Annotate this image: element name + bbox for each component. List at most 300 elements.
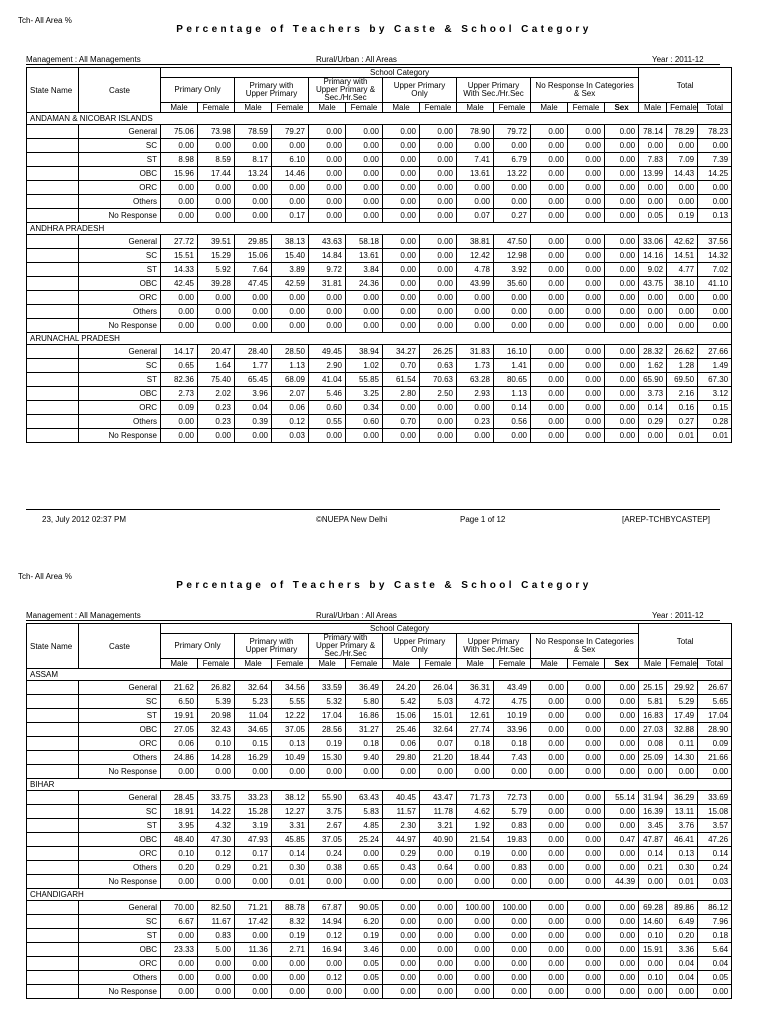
value-cell: 15.08 [698,805,732,819]
value-cell: 71.21 [235,901,272,915]
value-cell: 0.08 [639,737,667,751]
value-cell: 100.00 [494,901,531,915]
value-cell: 4.32 [198,819,235,833]
value-cell: 58.18 [346,235,383,249]
value-cell: 0.00 [457,985,494,999]
value-cell: 0.00 [568,929,605,943]
value-cell: 6.67 [161,915,198,929]
value-cell: 0.00 [420,153,457,167]
value-cell: 0.00 [309,957,346,971]
management-filter: Management : All Managements [26,55,141,64]
value-cell: 0.00 [568,805,605,819]
state-cell [27,373,79,387]
value-cell: 0.00 [531,901,568,915]
value-cell: 35.60 [494,277,531,291]
value-cell: 18.91 [161,805,198,819]
value-cell: 47.87 [639,833,667,847]
value-cell: 14.25 [698,167,732,181]
value-cell: 7.83 [639,153,667,167]
value-cell: 0.00 [605,305,639,319]
value-cell: 39.51 [198,235,235,249]
value-cell: 12.22 [272,709,309,723]
value-cell: 0.00 [457,195,494,209]
value-cell: 0.00 [494,847,531,861]
female-header: Female [667,659,698,669]
value-cell: 0.00 [383,901,420,915]
state-cell [27,819,79,833]
value-cell: 0.00 [420,985,457,999]
value-cell: 0.00 [272,139,309,153]
value-cell: 70.00 [161,901,198,915]
value-cell: 0.00 [667,195,698,209]
value-cell: 41.04 [309,373,346,387]
state-row [27,669,732,681]
value-cell: 0.09 [161,401,198,415]
value-cell: 47.93 [235,833,272,847]
value-cell: 0.00 [420,901,457,915]
value-cell: 49.45 [309,345,346,359]
value-cell: 0.17 [235,847,272,861]
value-cell: 0.14 [698,847,732,861]
value-cell: 0.00 [161,929,198,943]
value-cell: 15.40 [272,249,309,263]
value-cell: 5.03 [420,695,457,709]
male-header: Male [383,659,420,669]
state-cell [27,291,79,305]
value-cell: 0.00 [568,943,605,957]
male-header: Male [531,103,568,113]
value-cell: 0.00 [457,291,494,305]
value-cell: 1.92 [457,819,494,833]
caste-label: ST [79,929,161,943]
value-cell: 0.00 [198,195,235,209]
table-row [27,681,732,695]
value-cell: 0.00 [494,929,531,943]
value-cell: 0.55 [309,415,346,429]
value-cell: 0.00 [383,125,420,139]
value-cell: 0.18 [698,929,732,943]
state-row [27,333,732,345]
caste-label: No Response [79,319,161,333]
value-cell: 0.00 [383,429,420,443]
value-cell: 0.00 [568,415,605,429]
value-cell: 0.01 [698,429,732,443]
caste-label: No Response [79,209,161,223]
value-cell: 0.00 [639,139,667,153]
value-cell: 0.00 [531,429,568,443]
value-cell: 0.00 [383,943,420,957]
value-cell: 0.00 [309,195,346,209]
value-cell: 0.70 [383,359,420,373]
state-cell [27,929,79,943]
value-cell: 10.49 [272,751,309,765]
value-cell: 0.00 [494,139,531,153]
caste-label: OBC [79,387,161,401]
value-cell: 3.75 [309,805,346,819]
value-cell: 0.00 [568,791,605,805]
value-cell: 0.00 [383,929,420,943]
value-cell: 0.00 [346,181,383,195]
value-cell: 0.00 [420,319,457,333]
value-cell: 25.09 [639,751,667,765]
female-header: Female [272,659,309,669]
value-cell: 0.00 [161,985,198,999]
value-cell: 0.00 [198,875,235,889]
value-cell: 0.00 [639,195,667,209]
caste-label: Others [79,305,161,319]
value-cell: 3.96 [235,387,272,401]
value-cell: 0.00 [494,305,531,319]
value-cell: 75.40 [198,373,235,387]
value-cell: 33.75 [198,791,235,805]
value-cell: 73.98 [198,125,235,139]
value-cell: 6.79 [494,153,531,167]
header-row [27,68,732,78]
value-cell: 5.65 [698,695,732,709]
state-header: State Name [27,68,79,113]
value-cell: 3.76 [667,819,698,833]
value-cell: 0.00 [568,125,605,139]
value-cell: 11.36 [235,943,272,957]
value-cell: 0.00 [568,345,605,359]
value-cell: 0.00 [420,943,457,957]
value-cell: 0.00 [457,861,494,875]
value-cell: 0.19 [346,929,383,943]
value-cell: 0.00 [531,249,568,263]
table-row [27,167,732,181]
value-cell: 0.10 [639,971,667,985]
value-cell: 0.00 [568,709,605,723]
table-row [27,373,732,387]
value-cell: 0.00 [383,139,420,153]
state-name: CHANDIGARH [27,889,732,901]
value-cell: 44.39 [605,875,639,889]
value-cell: 16.39 [639,805,667,819]
value-cell: 0.00 [346,875,383,889]
category-header: Primary Only [161,634,235,659]
value-cell: 28.56 [309,723,346,737]
value-cell: 0.00 [161,875,198,889]
value-cell: 14.60 [639,915,667,929]
value-cell: 0.00 [568,319,605,333]
value-cell: 3.73 [639,387,667,401]
value-cell: 2.93 [457,387,494,401]
female-header: Female [420,103,457,113]
school-category-header: School Category [161,624,639,634]
value-cell: 0.15 [698,401,732,415]
state-name: BIHAR [27,779,732,791]
value-cell: 37.05 [309,833,346,847]
value-cell: 67.87 [309,901,346,915]
state-name: ANDAMAN & NICOBAR ISLANDS [27,113,732,125]
header-row [27,624,732,634]
male-header: Male [639,659,667,669]
caste-label: No Response [79,765,161,779]
value-cell: 0.00 [309,305,346,319]
value-cell: 47.50 [494,235,531,249]
total-group-header: Total [639,624,732,659]
value-cell: 27.74 [457,723,494,737]
value-cell: 0.24 [698,861,732,875]
value-cell: 5.42 [383,695,420,709]
value-cell: 0.00 [531,373,568,387]
value-cell: 0.00 [639,429,667,443]
table-row [27,291,732,305]
male-header: Male [235,103,272,113]
state-row [27,113,732,125]
state-cell [27,875,79,889]
state-cell [27,737,79,751]
value-cell: 0.00 [309,139,346,153]
value-cell: 0.00 [605,805,639,819]
value-cell: 2.07 [272,387,309,401]
value-cell: 11.57 [383,805,420,819]
male-header: Male [639,103,667,113]
female-header: Female [494,103,531,113]
footer-page: Page 1 of 12 [460,515,506,524]
value-cell: 14.22 [198,805,235,819]
value-cell: 0.00 [667,319,698,333]
value-cell: 0.00 [383,181,420,195]
value-cell: 69.28 [639,901,667,915]
value-cell: 0.00 [605,957,639,971]
value-cell: 78.29 [667,125,698,139]
value-cell: 0.00 [383,277,420,291]
value-cell: 13.24 [235,167,272,181]
value-cell: 0.00 [605,235,639,249]
category-header: Primary with Upper Primary [235,634,309,659]
value-cell: 0.00 [383,235,420,249]
value-cell: 0.20 [161,861,198,875]
state-cell [27,971,79,985]
value-cell: 33.06 [639,235,667,249]
category-header: No Response In Categories & Sex [531,78,639,103]
value-cell: 0.83 [198,929,235,943]
value-cell: 0.34 [346,401,383,415]
value-cell: 89.86 [667,901,698,915]
state-cell [27,957,79,971]
value-cell: 11.67 [198,915,235,929]
value-cell: 0.00 [272,957,309,971]
state-cell [27,359,79,373]
value-cell: 14.46 [272,167,309,181]
table-row [27,305,732,319]
value-cell: 0.00 [272,291,309,305]
state-cell [27,985,79,999]
value-cell: 0.18 [346,737,383,751]
value-cell: 14.16 [639,249,667,263]
value-cell: 0.23 [457,415,494,429]
value-cell: 16.10 [494,345,531,359]
value-cell: 0.00 [420,915,457,929]
value-cell: 0.23 [198,401,235,415]
value-cell: 0.00 [420,401,457,415]
value-cell: 16.94 [309,943,346,957]
area-filter: Rural/Urban : All Areas [316,55,397,64]
value-cell: 21.54 [457,833,494,847]
value-cell: 0.00 [605,901,639,915]
value-cell: 55.85 [346,373,383,387]
value-cell: 0.00 [235,971,272,985]
value-cell: 0.00 [457,957,494,971]
value-cell: 13.61 [346,249,383,263]
value-cell: 26.67 [698,681,732,695]
caste-label: Others [79,751,161,765]
value-cell: 0.00 [531,805,568,819]
value-cell: 0.00 [568,153,605,167]
value-cell: 0.00 [198,139,235,153]
value-cell: 0.00 [161,305,198,319]
value-cell: 0.00 [568,985,605,999]
value-cell: 0.00 [457,875,494,889]
value-cell: 14.30 [667,751,698,765]
value-cell: 0.00 [605,723,639,737]
value-cell: 0.00 [272,765,309,779]
value-cell: 0.16 [667,401,698,415]
sex-header: Sex [605,103,639,113]
value-cell: 14.32 [698,249,732,263]
value-cell: 38.81 [457,235,494,249]
value-cell: 5.29 [667,695,698,709]
value-cell: 0.00 [383,209,420,223]
value-cell: 0.00 [531,263,568,277]
value-cell: 17.04 [698,709,732,723]
value-cell: 33.96 [494,723,531,737]
value-cell: 3.46 [346,943,383,957]
school-category-header: School Category [161,68,639,78]
value-cell: 82.36 [161,373,198,387]
value-cell: 0.00 [531,305,568,319]
value-cell: 0.00 [639,291,667,305]
value-cell: 0.00 [568,209,605,223]
value-cell: 0.00 [457,943,494,957]
value-cell: 0.00 [698,181,732,195]
value-cell: 0.00 [420,195,457,209]
value-cell: 0.00 [457,765,494,779]
state-cell [27,861,79,875]
category-header: Primary with Upper Primary & Sec./Hr.Sec [309,634,383,659]
value-cell: 0.00 [494,291,531,305]
value-cell: 0.00 [531,167,568,181]
value-cell: 26.04 [420,681,457,695]
value-cell: 0.00 [272,985,309,999]
value-cell: 0.00 [346,195,383,209]
value-cell: 7.41 [457,153,494,167]
value-cell: 0.04 [667,957,698,971]
value-cell: 0.00 [457,929,494,943]
value-cell: 0.00 [531,875,568,889]
value-cell: 0.00 [698,195,732,209]
value-cell: 63.43 [346,791,383,805]
value-cell: 72.73 [494,791,531,805]
year-label: Year : 2011-12 [652,55,704,64]
value-cell: 0.00 [309,985,346,999]
value-cell: 7.09 [667,153,698,167]
caste-header: Caste [79,624,161,669]
female-header: Female [198,103,235,113]
value-cell: 38.10 [667,277,698,291]
value-cell: 21.62 [161,681,198,695]
value-cell: 0.12 [272,415,309,429]
report-title: Percentage of Teachers by Caste & School Category [176,580,592,591]
value-cell: 4.75 [494,695,531,709]
value-cell: 55.14 [605,791,639,805]
value-cell: 69.50 [667,373,698,387]
value-cell: 34.27 [383,345,420,359]
value-cell: 0.00 [605,943,639,957]
value-cell: 0.00 [309,125,346,139]
value-cell: 20.47 [198,345,235,359]
value-cell: 0.12 [198,847,235,861]
state-cell [27,847,79,861]
table-row [27,915,732,929]
value-cell: 1.13 [272,359,309,373]
value-cell: 28.50 [272,345,309,359]
value-cell: 0.00 [605,765,639,779]
value-cell: 0.05 [346,971,383,985]
table-row [27,249,732,263]
value-cell: 0.00 [568,861,605,875]
value-cell: 0.00 [531,929,568,943]
table-row [27,943,732,957]
male-header: Male [383,103,420,113]
value-cell: 0.00 [568,373,605,387]
footer-date: 23, July 2012 02:37 PM [42,515,127,524]
state-cell [27,429,79,443]
value-cell: 0.00 [198,319,235,333]
value-cell: 0.00 [605,681,639,695]
state-cell [27,695,79,709]
value-cell: 2.71 [272,943,309,957]
page-footer [26,509,720,524]
caste-label: ST [79,263,161,277]
value-cell: 65.90 [639,373,667,387]
value-cell: 5.92 [198,263,235,277]
value-cell: 0.00 [420,139,457,153]
value-cell: 0.00 [346,305,383,319]
value-cell: 7.43 [494,751,531,765]
value-cell: 6.10 [272,153,309,167]
state-cell [27,791,79,805]
value-cell: 0.00 [531,695,568,709]
value-cell: 0.00 [531,737,568,751]
value-cell: 31.81 [309,277,346,291]
total-group-header: Total [639,68,732,103]
value-cell: 3.92 [494,263,531,277]
table-row [27,723,732,737]
value-cell: 0.00 [531,235,568,249]
value-cell: 0.00 [494,195,531,209]
caste-label: General [79,125,161,139]
value-cell: 46.41 [667,833,698,847]
value-cell: 0.00 [568,235,605,249]
value-cell: 86.12 [698,901,732,915]
value-cell: 0.00 [568,277,605,291]
caste-label: No Response [79,985,161,999]
caste-label: Others [79,195,161,209]
value-cell: 0.00 [198,971,235,985]
value-cell: 24.20 [383,681,420,695]
value-cell: 0.00 [235,929,272,943]
value-cell: 0.00 [420,305,457,319]
value-cell: 0.00 [161,209,198,223]
value-cell: 0.00 [494,971,531,985]
value-cell: 0.47 [605,833,639,847]
value-cell: 0.18 [457,737,494,751]
value-cell: 0.00 [531,277,568,291]
state-name: ARUNACHAL PRADESH [27,333,732,345]
value-cell: 0.30 [667,861,698,875]
